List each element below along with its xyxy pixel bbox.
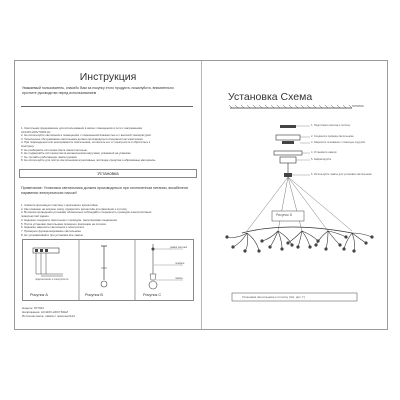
- install-steps: [21, 204, 193, 237]
- list-item: 2. Как показано на рисунке снизу, прикрепите кронштейн для фиксации к потолку.: [21, 207, 128, 211]
- lamp-parts-icon: [149, 244, 183, 289]
- list-item: 6. Не подвергайте источники света механическим нагрузкам, указанной на упаковке.: [21, 152, 132, 156]
- list-item: 2. Не используйте светильник в помещениях с повышенной влажностью и с высокой температурой.: [21, 134, 152, 138]
- intro-text: Уважаемый пользователь, спасибо Вам за покупку этого продукта, пожалуйста, внимательно прочтите руководство перед использованием: [22, 86, 174, 95]
- spec-line: Источник света: лампа с цоколем E14: [22, 314, 75, 318]
- safety-list: [21, 127, 193, 163]
- list-item: 8. Не используйте для чистки светильников агрессивные чистящие средства и абразивные материалы.: [21, 159, 157, 163]
- fig-label: плафон: [175, 262, 185, 265]
- wiring-icon: [33, 248, 63, 276]
- list-item: 6. Надежно закрепите светильник и электросети.: [21, 226, 85, 230]
- figure-a-label: Рисунок A: [30, 293, 48, 297]
- list-item: 1. Снимите крепежную пластину с крепежного кронштейна.: [21, 204, 99, 207]
- figure-c-label: Рисунок C: [143, 293, 162, 297]
- install-section-header: Установка: [19, 169, 197, 178]
- right-page: [202, 61, 387, 329]
- list-item: AC110V-220V 50/60 Hz: [21, 130, 51, 134]
- callout-4: 4. Установите наверх: [311, 151, 337, 154]
- instruction-sheet: [14, 60, 388, 330]
- bracket-icon: [101, 246, 107, 287]
- callout-1: 1. Подготовьте монтаж к потолку: [311, 124, 351, 127]
- left-page: [15, 61, 201, 329]
- ceiling-label: потолок: [352, 104, 364, 108]
- list-item: 3. Техническое обслуживание светильника должно производиться специалистом электриком.: [21, 137, 144, 141]
- figure-b-label: Рисунок B: [85, 293, 103, 297]
- spec-line: Напряжение: AC110V-240V 50HZ: [22, 310, 69, 314]
- callout-5: 5. Зафиксируйте: [311, 158, 332, 161]
- callout-2: 2. Соедините провода светильника: [311, 135, 354, 138]
- list-item: 5. После установки светильника проверьте фиксацию на потолке.: [21, 222, 107, 226]
- chandelier-diagram: [202, 61, 387, 329]
- list-item: 7. Проверьте функционирование светильника.: [21, 229, 82, 233]
- install-note: Примечание: Установка светильника должна производиться при отключенном питании, вскабелени парквении электрических пассаг!!: [21, 186, 188, 195]
- list-item: поверхностей здания.: [21, 215, 50, 219]
- callout-6: 6. Используйте лампы для установки светильника: [311, 173, 372, 176]
- list-item: 5. Не разбирайте источники света самостоятельно.: [21, 148, 88, 152]
- list-item: 7. Не трогайте работающие лампы руками.: [21, 155, 78, 159]
- list-item: электрику.: [21, 144, 35, 148]
- fig-a-note: подключение к электросети: [35, 278, 69, 281]
- divider: [21, 106, 193, 107]
- canopy-icon: [274, 125, 302, 177]
- figures-box: [22, 239, 194, 301]
- specifications: [22, 306, 75, 318]
- bottom-note: Установка светильника к потолку (См. рис. Г): [242, 295, 305, 299]
- left-title: Инструкция: [79, 71, 137, 83]
- list-item: 3. Во время проведения установки обязательно соблюдайте сохранность проводов электропитания: [21, 211, 152, 215]
- fig-label: рамки монтаж: [170, 246, 187, 249]
- chandelier-icon: [225, 227, 373, 253]
- callout-3: 3. Закрепите основание с помощью шурупов: [311, 141, 366, 144]
- list-item: 4. При повреждении или неисправности светильника, отключите его от электросети и обратитесь к: [21, 141, 151, 145]
- figures-diagram: [23, 240, 193, 300]
- right-title: Установка Схема: [228, 91, 313, 103]
- figure-d-label: Рисунок D: [276, 213, 293, 217]
- list-item: 1. Светильник предназначен для использования в жилых помещениях в сети с напряжением: [21, 127, 143, 130]
- list-item: 8. Не устанавливайте при установке все лампы.: [21, 233, 84, 237]
- list-item: 4. Надежно соедините светильник с проводом, заизолировав соединения.: [21, 218, 118, 222]
- fig-label: лампа: [175, 277, 183, 280]
- spec-line: модель: 977021: [22, 306, 44, 310]
